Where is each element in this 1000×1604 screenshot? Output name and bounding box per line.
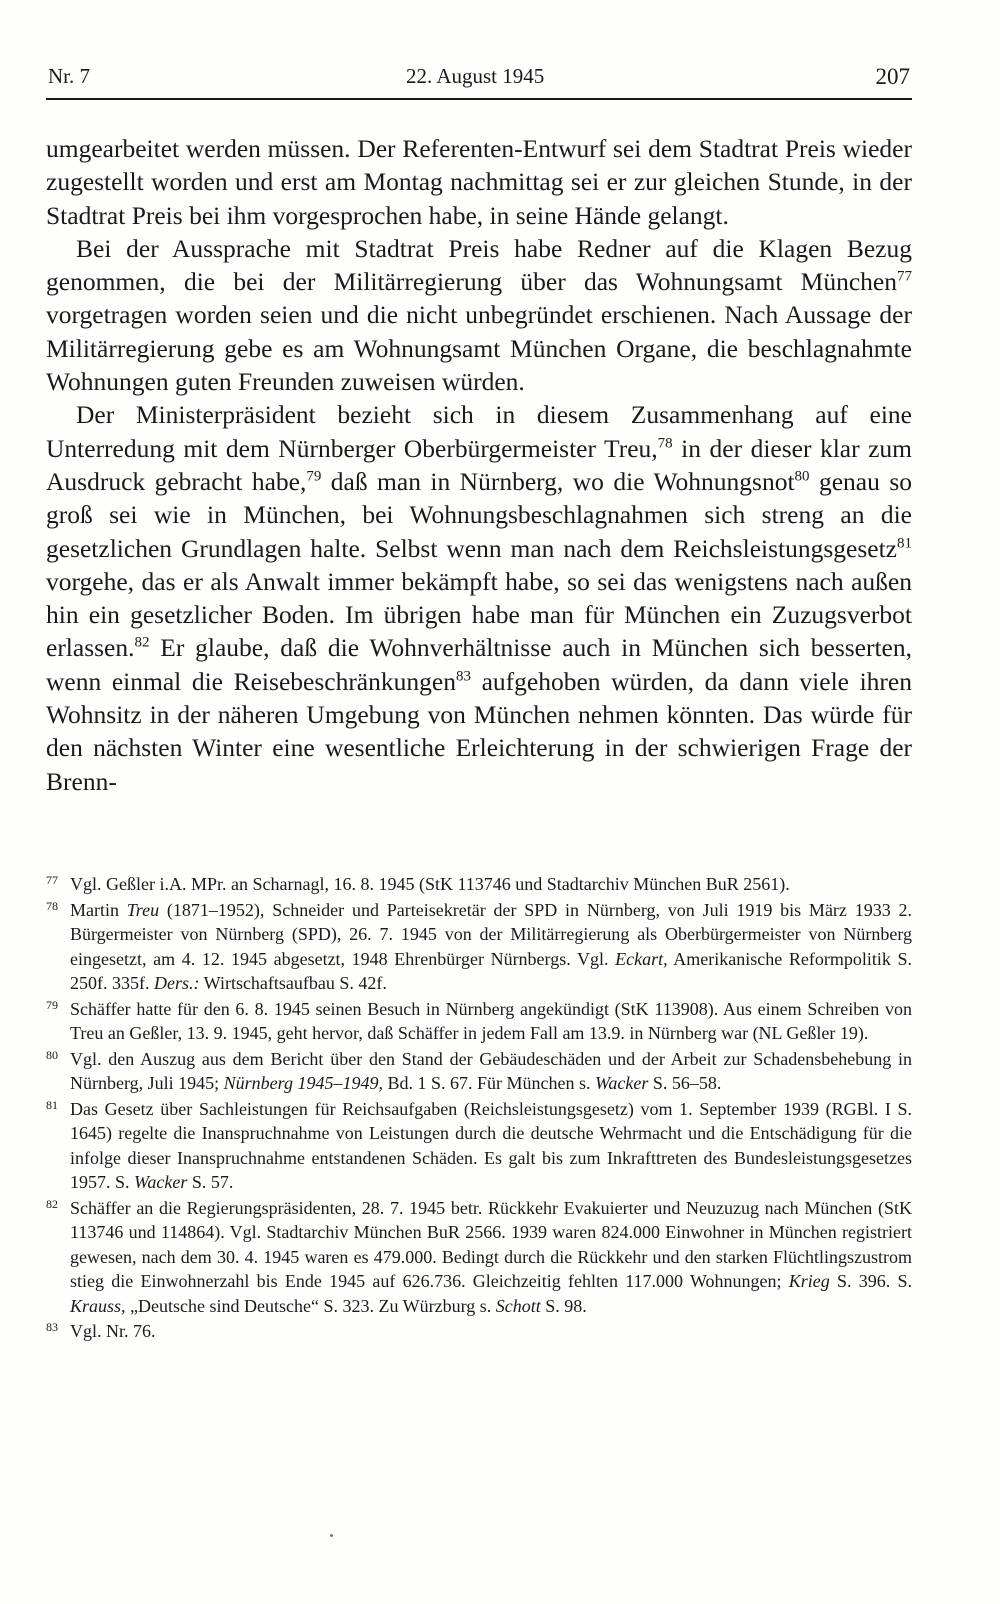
footnote-ref-78[interactable]: 78 [657,435,673,452]
footnote-ref-80[interactable]: 80 [794,468,810,485]
footnote-ref-79[interactable]: 79 [306,468,322,485]
footnote-ref-81[interactable]: 81 [897,535,912,552]
footnote-number: 83 [46,1320,58,1334]
footnote-number: 80 [46,1047,58,1062]
footnote-ref-77[interactable]: 77 [897,268,912,285]
footnote-text: Vgl. Nr. 76. [70,1321,156,1341]
footnote-81: 81 Das Gesetz über Sachleistungen für Reichsaufgaben (Reichsleistungsgesetz) vom 1. September 1939 (RGBl. I S. 1645) regelte die Inanspruchnahme von Leistungen durch die deutsche Wehrmacht und die Entschädigung für die infolge dieser Inanspruchnahme entstandenen Schäden. Es galt bis zum Inkrafttreten des Bundesleistungsgesetzes 1957. S. Wacker S. 57. [46,1097,912,1195]
running-header [46,58,912,100]
footnote-text: Schäffer hatte für den 6. 8. 1945 seinen Besuch in Nürnberg angekündigt (StK 113908). Aus einem Schreiben von Treu an Geßler, 13. 9. 1945, geht hervor, daß Schäffer in jedem Fall am 13.9. in Nürnberg war (NL Geßler 19). [70,998,912,1043]
footnote-79 [46,997,912,1046]
issue-number: Nr. 7 [48,64,90,88]
footnote-ref-82[interactable]: 82 [134,634,150,651]
footnote-78: 78 Martin Treu (1871–1952), Schneider und Parteisekretär der SPD in Nürnberg, von Juli 1919 bis März 1933 2. Bürgermeister von Nürnberg (SPD), 26. 7. 1945 von der Militärregierung als Oberbürgermeister von Nürnberg eingesetzt, am 4. 12. 1945 abgesetzt, 1948 Ehrenbürger Nürnbergs. Vgl. Eckart, Amerikanische Reformpolitik S. 250f. 335f. Ders.: Wirtschaftsaufbau S. 42f. [46,898,912,996]
footnotes [46,872,912,1345]
paragraph-2: Bei der Aussprache mit Stadtrat Preis habe Redner auf die Klagen Bezug genommen, die bei der Militärregierung über das Wohnungsamt München$^{77}$ vorgetragen worden seien und die nicht unbegründet erschienen. Nach Aussage der Militärregierung gebe es am Wohnungsamt München Organe, die beschlagnahmte Wohnungen guten Freunden zuweisen würden. [46,233,912,397]
footnote-82: 82 Schäffer an die Regierungspräsidenten, 28. 7. 1945 betr. Rückkehr Evakuierter und Neuzuzug nach München (StK 113746 und 114864). Vgl. Stadtarchiv München BuR 2566. 1939 waren 824.000 Einwohner in München registriert gewesen, nach dem 30. 4. 1945 waren es 479.000. Bedingt durch die Rückkehr und den starken Flüchtlingszustrom stieg die Einwohnerzahl bis Ende 1945 auf 626.736. Gleichzeitig fehlten 117.000 Wohnungen; Krieg S. 396. S. Krauss, „Deutsche sind Deutsche“ S. 323. Zu Würzburg s. Schott S. 98. [46,1196,912,1319]
main-text [46,132,912,798]
footnote-number: 82 [46,1196,58,1211]
paragraph-1: umgearbeitet werden müssen. Der Referenten-Entwurf sei dem Stadtrat Preis wieder zugestellt worden und erst am Montag nachmittag sei er zur gleichen Stunde, in der Stadtrat Preis bei ihm vorgesprochen habe, in seine Hände gelangt. [46,134,912,230]
footnote-number: 77 [46,873,58,887]
footnote-number: 81 [46,1097,58,1112]
footnote-number: 78 [46,898,58,913]
page-number: 207 [875,64,910,89]
footnote-number: 79 [46,997,58,1012]
footnote-text: Vgl. Geßler i.A. MPr. an Scharnagl, 16. 8. 1945 (StK 113746 und Stadtarchiv München BuR 2561). [70,874,790,894]
paragraph-3: Der Ministerpräsident bezieht sich in diesem Zusammenhang auf eine Unterredung mit dem Nürnberger Oberbürgermeister Treu,$^{78}$ in der dieser klar zum Ausdruck gebracht habe,$^{79}$ daß man in Nürnberg, wo die Wohnungsnot$^{80}$ genau so groß sei wie in München, bei Wohnungsbeschlagnahmen sich streng an die gesetzlichen Grundlagen halte. Selbst wenn man nach dem Reichsleistungsgesetz$^{81}$ vorgehe, das er als Anwalt immer bekämpft habe, so sei das wenigstens nach außen hin ein gesetzlicher Boden. Im übrigen habe man für München ein Zuzugsverbot erlassen.$^{82}$ Er glaube, daß die Wohnverhältnisse auch in München sich besserten, wenn einmal die Reisebeschränkungen$^{83}$ aufgehoben würden, da dann viele ihren Wohnsitz in der näheren Umgebung von München nehmen könnten. Das würde für den nächsten Winter eine wesentliche Erleichterung in der schwierigen Frage der Brenn- [46,400,913,796]
footnote-ref-83[interactable]: 83 [455,668,471,685]
print-speck [330,1534,333,1537]
header-date: 22. August 1945 [406,64,545,88]
footnote-77 [46,872,912,897]
footnote-80: 80 Vgl. den Auszug aus dem Bericht über den Stand der Gebäudeschäden und der Arbeit zur Schadensbehebung in Nürnberg, Juli 1945; Nürnberg 1945–1949, Bd. 1 S. 67. Für München s. Wacker S. 56–58. [46,1047,912,1096]
footnote-83 [46,1319,912,1344]
